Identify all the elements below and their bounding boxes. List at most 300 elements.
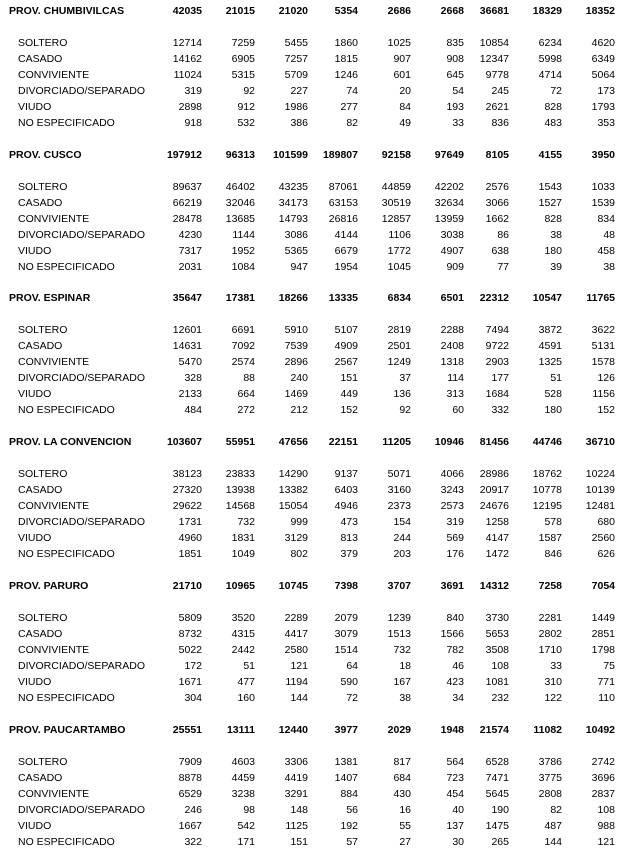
table-row [0,691,619,706]
row-label: CASADO [18,483,63,496]
cell-value: 55 [399,819,411,832]
province-total-row [0,148,619,163]
cell-value: 834 [597,212,615,225]
row-label: VIUDO [18,819,52,832]
cell-value: 4230 [178,228,202,241]
province-name: PROV. CUSCO [9,149,82,161]
cell-value: 20917 [479,483,509,496]
cell-value: 74 [346,84,358,97]
cell-value: 32634 [434,196,464,209]
table-row [0,835,619,850]
cell-value: 13685 [225,212,255,225]
total-value: 7054 [591,580,615,592]
cell-value: 27320 [172,483,202,496]
cell-value: 918 [184,116,202,129]
total-value: 81456 [479,436,509,448]
cell-value: 212 [290,403,308,416]
cell-value: 1381 [334,756,358,768]
cell-value: 18762 [532,468,562,480]
cell-value: 72 [346,691,358,704]
cell-value: 34 [452,691,464,704]
cell-value: 846 [544,547,562,560]
province-total-row [0,291,619,306]
total-value: 3977 [334,724,358,736]
cell-value: 7259 [231,37,255,49]
cell-value: 4591 [538,339,562,352]
cell-value: 9778 [485,68,509,81]
cell-value: 6679 [334,244,358,257]
cell-value: 92 [399,403,411,416]
cell-value: 379 [340,547,358,560]
cell-value: 5470 [178,355,202,368]
cell-value: 82 [346,116,358,129]
row-label: SOLTERO [18,37,68,49]
cell-value: 38123 [172,468,202,480]
cell-value: 28986 [479,468,509,480]
row-label: SOLTERO [18,468,68,480]
row-label: DIVORCIADO/SEPARADO [18,84,145,97]
cell-value: 1033 [591,181,615,193]
cell-value: 3129 [284,531,308,544]
cell-value: 14162 [172,52,202,65]
cell-value: 2819 [387,324,411,336]
cell-value: 13959 [434,212,464,225]
total-value: 18329 [532,5,562,17]
cell-value: 2574 [231,355,255,368]
total-value: 97649 [434,149,464,161]
cell-value: 63153 [328,196,358,209]
table-row [0,339,619,354]
cell-value: 5107 [334,324,358,336]
cell-value: 172 [184,659,202,672]
cell-value: 3872 [538,324,562,336]
row-label: VIUDO [18,531,52,544]
cell-value: 24676 [479,499,509,512]
cell-value: 2289 [284,612,308,624]
cell-value: 322 [184,835,202,848]
cell-value: 8878 [178,771,202,784]
total-value: 4155 [538,149,562,161]
cell-value: 3079 [334,627,358,640]
total-value: 96313 [225,149,255,161]
cell-value: 1449 [591,612,615,624]
cell-value: 1514 [334,643,358,656]
cell-value: 152 [340,403,358,416]
cell-value: 1106 [388,228,411,241]
cell-value: 947 [290,260,308,273]
cell-value: 483 [544,116,562,129]
cell-value: 332 [491,403,509,416]
total-value: 55951 [225,436,255,448]
cell-value: 1513 [387,627,411,640]
cell-value: 328 [184,371,202,384]
cell-value: 601 [393,68,411,81]
cell-value: 136 [393,387,411,400]
cell-value: 144 [290,691,308,704]
cell-value: 1662 [485,212,509,225]
cell-value: 98 [243,803,255,816]
row-label: NO ESPECIFICADO [18,691,115,704]
cell-value: 84 [399,100,411,113]
row-label: CONVIVIENTE [18,787,90,800]
cell-value: 232 [491,691,509,704]
cell-value: 6234 [538,37,562,49]
table-row [0,387,619,402]
total-value: 18266 [278,292,308,304]
cell-value: 817 [393,756,411,768]
cell-value: 203 [393,547,411,560]
cell-value: 1156 [592,387,615,400]
cell-value: 1731 [178,515,202,528]
cell-value: 12195 [532,499,562,512]
cell-value: 167 [393,675,411,688]
table-row [0,675,619,690]
row-label: CONVIVIENTE [18,68,90,81]
cell-value: 114 [447,371,464,384]
cell-value: 2898 [178,100,202,113]
total-value: 17381 [225,292,255,304]
total-value: 21710 [172,580,202,592]
table-row [0,260,619,275]
cell-value: 423 [446,675,464,688]
cell-value: 458 [597,244,615,257]
cell-value: 732 [237,515,255,528]
cell-value: 5910 [284,324,308,336]
cell-value: 46 [452,659,464,672]
cell-value: 907 [393,52,411,65]
province-total-row [0,579,619,594]
table-row [0,515,619,530]
row-label: CASADO [18,196,63,209]
cell-value: 4066 [440,468,464,480]
cell-value: 4419 [284,771,308,784]
row-label: CASADO [18,52,63,65]
cell-value: 5071 [387,468,411,480]
cell-value: 645 [446,68,464,81]
cell-value: 3508 [485,643,509,656]
cell-value: 28478 [172,212,202,225]
province-name: PROV. PARURO [9,580,89,592]
cell-value: 1239 [387,612,411,624]
row-label: DIVORCIADO/SEPARADO [18,803,145,816]
province-name: PROV. PAUCARTAMBO [9,724,126,736]
cell-value: 4144 [334,228,358,241]
total-value: 25551 [172,724,202,736]
cell-value: 154 [393,515,411,528]
cell-value: 310 [544,675,562,688]
cell-value: 1954 [334,260,358,273]
total-value: 189807 [322,149,358,161]
table-row [0,180,619,195]
cell-value: 1684 [485,387,509,400]
total-value: 7398 [334,580,358,592]
cell-value: 3786 [538,756,562,768]
cell-value: 48 [603,228,615,241]
table-row [0,531,619,546]
cell-value: 4714 [538,68,562,81]
cell-value: 10854 [479,37,509,49]
cell-value: 16 [399,803,411,816]
cell-value: 684 [393,771,411,784]
cell-value: 75 [603,659,615,672]
cell-value: 2501 [387,339,411,352]
cell-value: 244 [393,531,411,544]
total-value: 101599 [272,149,308,161]
cell-value: 1587 [538,531,562,544]
table-row [0,68,619,83]
table-row [0,819,619,834]
cell-value: 44859 [381,181,411,193]
cell-value: 7539 [284,339,308,352]
total-value: 10946 [434,436,464,448]
cell-value: 1045 [387,260,411,273]
total-value: 92158 [381,149,411,161]
cell-value: 528 [544,387,562,400]
total-value: 7258 [538,580,562,592]
cell-value: 1815 [334,52,358,65]
cell-value: 37 [399,371,411,384]
cell-value: 7471 [485,771,509,784]
cell-value: 6905 [231,52,255,65]
total-value: 36710 [585,436,615,448]
province-section [0,4,619,144]
cell-value: 569 [446,531,464,544]
cell-value: 3243 [440,483,464,496]
cell-value: 66219 [172,196,202,209]
cell-value: 3160 [387,483,411,496]
table-row [0,483,619,498]
table-row [0,611,619,626]
cell-value: 1539 [591,196,615,209]
cell-value: 2133 [178,387,202,400]
cell-value: 1407 [334,771,358,784]
cell-value: 4960 [178,531,202,544]
cell-value: 1144 [232,228,255,241]
cell-value: 3238 [231,787,255,800]
cell-value: 82 [550,803,562,816]
row-label: NO ESPECIFICADO [18,403,115,416]
row-label: VIUDO [18,675,52,688]
cell-value: 1710 [538,643,562,656]
total-value: 3707 [387,580,411,592]
table-row [0,212,619,227]
row-label: SOLTERO [18,324,68,336]
cell-value: 2896 [284,355,308,368]
cell-value: 304 [184,691,202,704]
total-value: 2686 [387,5,411,17]
cell-value: 40 [452,803,464,816]
cell-value: 108 [491,659,509,672]
cell-value: 151 [290,835,308,848]
cell-value: 144 [544,835,562,848]
cell-value: 13938 [225,483,255,496]
cell-value: 2808 [538,787,562,800]
total-value: 103607 [166,436,202,448]
cell-value: 477 [237,675,255,688]
row-label: CASADO [18,627,63,640]
cell-value: 828 [544,212,562,225]
cell-value: 193 [446,100,464,113]
cell-value: 2031 [178,260,202,273]
cell-value: 1325 [538,355,562,368]
cell-value: 3622 [591,324,615,336]
cell-value: 5315 [231,68,255,81]
total-value: 21020 [278,5,308,17]
cell-value: 473 [340,515,358,528]
total-value: 10492 [585,724,615,736]
cell-value: 908 [446,52,464,65]
cell-value: 12601 [172,324,202,336]
row-label: CONVIVIENTE [18,212,90,225]
cell-value: 56 [346,803,358,816]
province-section [0,291,619,431]
row-label: SOLTERO [18,181,68,193]
cell-value: 532 [237,116,255,129]
cell-value: 2621 [485,100,509,113]
row-label: SOLTERO [18,612,68,624]
cell-value: 1246 [334,68,358,81]
table-row [0,659,619,674]
table-row [0,803,619,818]
province-name: PROV. LA CONVENCION [9,436,132,448]
total-value: 21574 [479,724,509,736]
cell-value: 34173 [278,196,308,209]
table-row [0,84,619,99]
total-value: 13111 [226,724,255,736]
cell-value: 1952 [231,244,255,257]
cell-value: 3775 [538,771,562,784]
cell-value: 802 [290,547,308,560]
row-label: CONVIVIENTE [18,499,90,512]
cell-value: 2903 [485,355,509,368]
cell-value: 38 [399,691,411,704]
cell-value: 87061 [328,181,358,193]
cell-value: 4315 [231,627,255,640]
cell-value: 77 [497,260,509,273]
cell-value: 121 [290,659,308,672]
cell-value: 51 [550,371,562,384]
cell-value: 1049 [231,547,255,560]
row-label: VIUDO [18,100,52,113]
cell-value: 137 [446,819,464,832]
cell-value: 4946 [334,499,358,512]
cell-value: 8732 [178,627,202,640]
cell-value: 33 [452,116,464,129]
cell-value: 542 [237,819,255,832]
cell-value: 2373 [387,499,411,512]
table-row [0,116,619,131]
cell-value: 6691 [231,324,255,336]
cell-value: 173 [597,84,615,97]
cell-value: 10139 [585,483,615,496]
total-value: 13335 [328,292,358,304]
province-name: PROV. CHUMBIVILCAS [9,5,125,17]
table-row [0,627,619,642]
total-value: 3950 [591,149,615,161]
cell-value: 10224 [585,468,615,480]
province-section [0,579,619,719]
cell-value: 590 [340,675,358,688]
cell-value: 626 [597,547,615,560]
cell-value: 813 [340,531,358,544]
total-value: 10547 [532,292,562,304]
row-label: VIUDO [18,244,52,257]
cell-value: 638 [491,244,509,257]
cell-value: 3038 [440,228,464,241]
total-value: 2668 [440,5,464,17]
cell-value: 732 [393,643,411,656]
cell-value: 126 [597,371,615,384]
total-value: 47656 [278,436,308,448]
row-label: CASADO [18,339,63,352]
cell-value: 12857 [381,212,411,225]
cell-value: 4459 [231,771,255,784]
cell-value: 60 [452,403,464,416]
cell-value: 5645 [485,787,509,800]
row-label: DIVORCIADO/SEPARADO [18,228,145,241]
table-row [0,771,619,786]
province-total-row [0,4,619,19]
cell-value: 840 [446,612,464,624]
cell-value: 12347 [479,52,509,65]
table-row [0,499,619,514]
total-value: 3691 [440,580,464,592]
cell-value: 1081 [485,675,509,688]
cell-value: 14290 [278,468,308,480]
cell-value: 3306 [284,756,308,768]
total-value: 11765 [586,292,615,304]
cell-value: 122 [544,691,562,704]
total-value: 6834 [387,292,411,304]
cell-value: 2580 [284,643,308,656]
cell-value: 7257 [284,52,308,65]
cell-value: 1318 [440,355,464,368]
cell-value: 5064 [591,68,615,81]
total-value: 22151 [328,436,358,448]
total-value: 197912 [166,149,202,161]
table-row [0,323,619,338]
cell-value: 177 [491,371,509,384]
cell-value: 680 [597,515,615,528]
cell-value: 4603 [231,756,255,768]
cell-value: 190 [491,803,509,816]
cell-value: 265 [491,835,509,848]
cell-value: 484 [184,403,202,416]
cell-value: 46402 [225,181,255,193]
cell-value: 176 [446,547,464,560]
cell-value: 7909 [178,756,202,768]
cell-value: 313 [446,387,464,400]
cell-value: 12481 [585,499,615,512]
total-value: 10965 [225,580,255,592]
cell-value: 988 [597,819,615,832]
cell-value: 2408 [440,339,464,352]
province-section [0,148,619,288]
cell-value: 912 [237,100,255,113]
cell-value: 578 [544,515,562,528]
cell-value: 1667 [178,819,202,832]
total-value: 2029 [387,724,411,736]
cell-value: 1084 [231,260,255,273]
cell-value: 11024 [173,68,202,81]
cell-value: 835 [446,37,464,49]
cell-value: 5998 [538,52,562,65]
cell-value: 14631 [172,339,202,352]
cell-value: 72 [550,84,562,97]
cell-value: 108 [597,803,615,816]
cell-value: 33 [550,659,562,672]
row-label: DIVORCIADO/SEPARADO [18,515,145,528]
